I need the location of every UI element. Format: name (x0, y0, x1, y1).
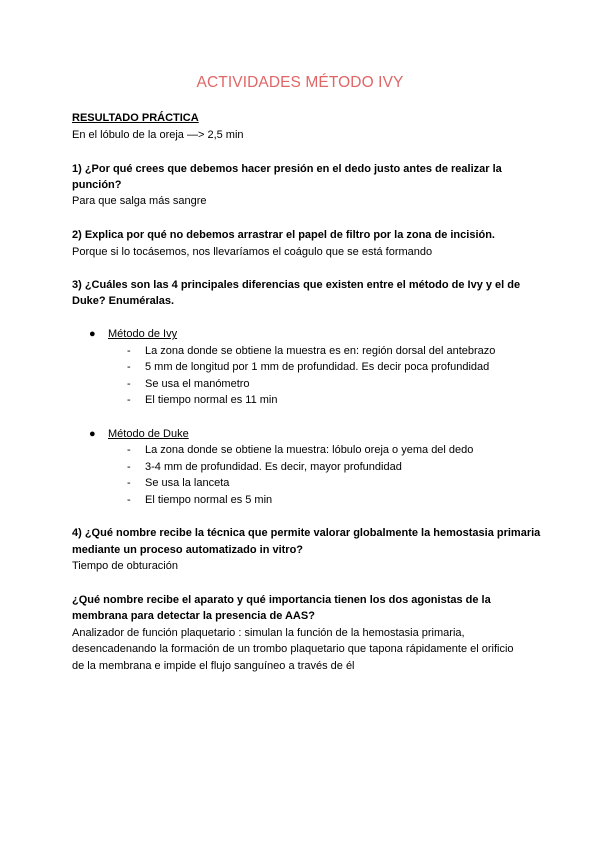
q3-line2: Duke? Enuméralas. (72, 295, 175, 307)
ivy-bullet: ● (89, 328, 96, 340)
q5-answer-line1: Analizador de función plaquetario : simulan la función de la hemostasia primaria, (72, 627, 465, 639)
q5-line1: ¿Qué nombre recibe el aparato y qué importancia tienen los dos agonistas de la (72, 594, 491, 606)
ivy-dash-1: - (127, 361, 131, 373)
q1-answer: Para que salga más sangre (72, 195, 207, 207)
ivy-dash-3: - (127, 394, 131, 406)
duke-label: Método de Duke (108, 428, 189, 440)
duke-dash-0: - (127, 444, 131, 456)
ivy-dash-2: - (127, 378, 131, 390)
duke-dash-2: - (127, 477, 131, 489)
duke-item-0: La zona donde se obtiene la muestra: lóbulo oreja o yema del dedo (145, 444, 474, 456)
q3-line1: 3) ¿Cuáles son las 4 principales diferencias que existen entre el método de Ivy y el de (72, 279, 521, 291)
ivy-dash-0: - (127, 345, 131, 357)
resultado-text: En el lóbulo de la oreja —> 2,5 min (72, 129, 244, 141)
q1-line1: 1) ¿Por qué crees que debemos hacer presión en el dedo justo antes de realizar la (72, 163, 502, 175)
duke-dash-3: - (127, 494, 131, 506)
ivy-item-3: El tiempo normal es 11 min (145, 394, 278, 406)
resultado-heading: RESULTADO PRÁCTICA (72, 112, 199, 124)
duke-bullet: ● (89, 428, 96, 440)
page-title: ACTIVIDADES MÉTODO IVY (196, 74, 404, 91)
duke-dash-1: - (127, 461, 131, 473)
ivy-item-1: 5 mm de longitud por 1 mm de profundidad. Es decir poca profundidad (145, 361, 490, 373)
q1-line2: punción? (72, 179, 122, 191)
q5-answer-line3: de la membrana e impide el flujo sanguíneo a través de él (72, 660, 355, 672)
ivy-label: Método de Ivy (108, 328, 178, 340)
q2-line1: 2) Explica por qué no debemos arrastrar el papel de filtro por la zona de incisión. (72, 229, 495, 241)
duke-item-2: Se usa la lanceta (145, 477, 230, 489)
q5-line2: membrana para detectar la presencia de AAS? (72, 610, 315, 622)
ivy-item-2: Se usa el manómetro (145, 378, 250, 390)
duke-item-3: El tiempo normal es 5 min (145, 494, 273, 506)
q4-answer: Tiempo de obturación (72, 560, 178, 572)
q4-line1: 4) ¿Qué nombre recibe la técnica que permite valorar globalmente la hemostasia primaria (72, 527, 541, 539)
q5-answer-line2: desencadenando la formación de un trombo plaquetario que tapona rápidamente el orificio (72, 643, 514, 655)
q2-answer: Porque si lo tocásemos, nos llevaríamos el coágulo que se está formando (72, 246, 433, 258)
duke-item-1: 3-4 mm de profundidad. Es decir, mayor profundidad (145, 461, 402, 473)
ivy-item-0: La zona donde se obtiene la muestra es en: región dorsal del antebrazo (145, 345, 496, 357)
q4-line2: mediante un proceso automatizado in vitro? (72, 544, 304, 556)
